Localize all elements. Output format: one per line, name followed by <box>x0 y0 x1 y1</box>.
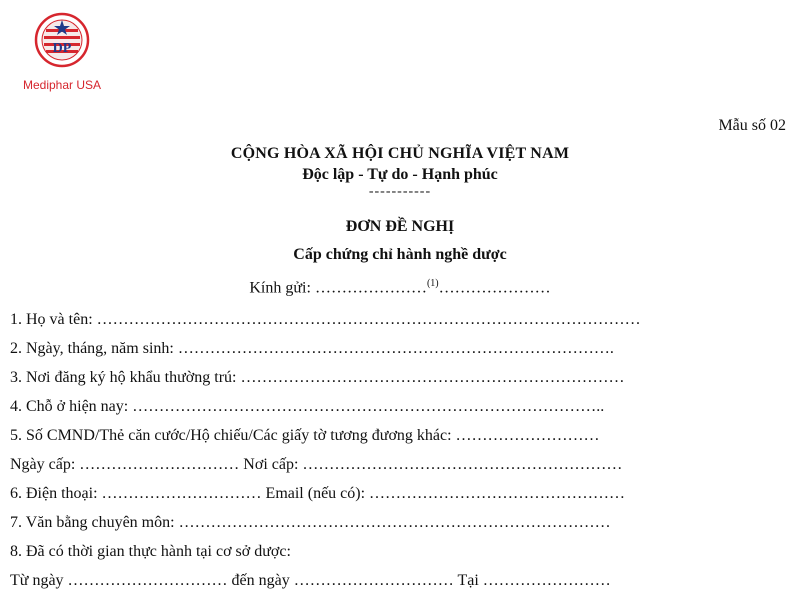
field-permanent-address: 3. Nơi đăng ký hộ khẩu thường trú: ……………………………………………………………… <box>10 369 625 386</box>
document-subtitle: Cấp chứng chỉ hành nghề dược <box>293 246 507 263</box>
field-qualification: 7. Văn bằng chuyên môn: ……………………………………………………………………… <box>10 514 611 531</box>
field-phone-email: 6. Điện thoại: ………………………… Email (nếu có): ………………………………………… <box>10 485 626 502</box>
recipient-footnote-marker: (1) <box>426 278 439 289</box>
company-logo <box>14 10 110 96</box>
field-id-number: 5. Số CMND/Thẻ căn cước/Hộ chiếu/Các giấy tờ tương đương khác: ……………………… <box>10 427 600 444</box>
field-practice-period: Từ ngày ………………………… đến ngày ………………………… Tại …………………… <box>10 572 611 589</box>
form-number: Mẫu số 02 <box>718 117 786 134</box>
field-issue-date-place: Ngày cấp: ………………………… Nơi cấp: …………………………………………………… <box>10 456 623 473</box>
national-motto: Độc lập - Tự do - Hạnh phúc <box>302 166 498 183</box>
document-title: ĐƠN ĐỀ NGHỊ <box>345 218 455 235</box>
recipient-label: Kính gửi: ………………… <box>249 279 427 297</box>
country-heading: CỘNG HÒA XÃ HỘI CHỦ NGHĨA VIỆT NAM <box>230 145 570 162</box>
field-practice-time: 8. Đã có thời gian thực hành tại cơ sở dược: <box>10 543 291 560</box>
header-divider: ----------- <box>368 184 432 199</box>
field-current-residence: 4. Chỗ ở hiện nay: …………………………………………………………………………….. <box>10 398 605 415</box>
field-date-of-birth: 2. Ngày, tháng, năm sinh: ………………………………………………………………………. <box>10 340 614 357</box>
brand-name: Mediphar USA <box>22 78 102 92</box>
logo-monogram: DP <box>52 41 72 56</box>
field-full-name: 1. Họ và tên: ………………………………………………………………………………………… <box>10 311 641 328</box>
recipient-line <box>0 278 800 297</box>
mediphar-emblem-icon <box>34 10 90 72</box>
recipient-blank: ………………… <box>438 279 551 297</box>
